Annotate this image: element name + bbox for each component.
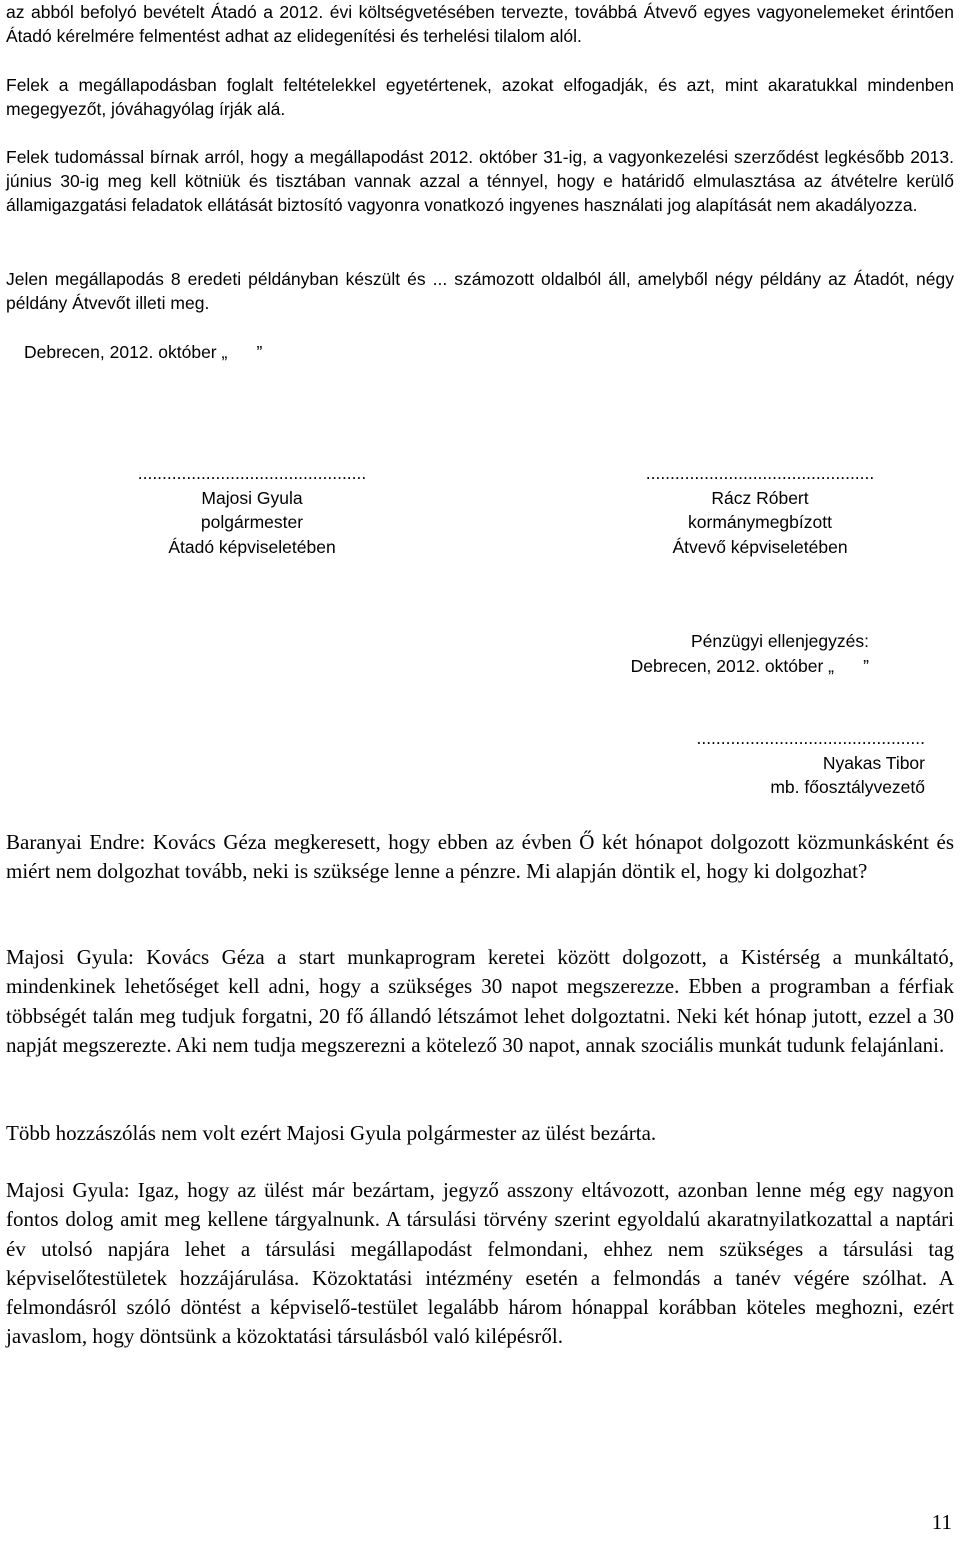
minutes-paragraph-2: [6, 943, 954, 1060]
paragraph-text: Felek tudomással bírnak arról, hogy a megállapodást 2012. október 31-ig, a vagyonkezelési szerződést legkésőbb 2013. június 30-ig meg kell kötniük és tisztában vannak azzal a ténnyel, hogy e határidő elmulasztása az átvételre kerülő államigazgatási feladatok ellátását biztosító vagyonra vonatkozó ingyenes használati jog alapítását nem akadályozza.: [6, 147, 954, 216]
paragraph-text: Felek a megállapodásban foglalt feltételekkel egyetértenek, azokat elfogadják, és azt, mint akaratukkal mindenben megegyezőt, jóváhagyólag írják alá.: [6, 75, 954, 120]
agreement-paragraph-1: [6, 0, 954, 48]
signatory-title: mb. főosztályvezető: [770, 777, 925, 797]
signatory-name: Rácz Róbert: [711, 487, 809, 508]
signatory-role: Átvevő képviseletében: [672, 536, 848, 557]
agreement-paragraph-3: [6, 145, 954, 218]
minutes-paragraph-3: [6, 1119, 954, 1148]
minutes-paragraph-4: [6, 1176, 954, 1352]
paragraph-text: Majosi Gyula: Kovács Géza a start munkaprogram keretei között dolgozott, a Kistérség a munkáltató, mindenkinek lehetőséget kell adni, hogy a szükséges 30 napot megszerezze. Ebben a programban a férfiak többségét talán meg tudjuk forgatni, 20 fő állandó létszámot lehet dolgoztatni. Neki két hónap jutott, ezzel a 30 napját megszerezte. Aki nem tudja megszerezni a kötelező 30 napot, annak szociális munkát tudunk felajánlani.: [6, 945, 954, 1057]
signatory-name: Majosi Gyula: [201, 487, 303, 508]
paragraph-text: Baranyai Endre: Kovács Géza megkeresett, hogy ebben az évben Ő két hónapot dolgozott közmunkásként és miért nem dolgozhat tovább, neki is szüksége lenne a pénzre. Mi alapján döntik el, hogy ki dolgozhat?: [6, 830, 954, 884]
agreement-paragraph-2: [6, 73, 954, 121]
paragraph-text: Jelen megállapodás 8 eredeti példányban készült és ... számozott oldalból áll, amelyből négy példány az Átadót, négy példány Átvevőt illeti meg.: [6, 269, 954, 314]
financial-signature: [696, 726, 925, 800]
financial-date: Debrecen, 2012. október „ ”: [630, 655, 869, 676]
signature-block-left: [82, 461, 422, 559]
signatory-title: polgármester: [200, 512, 304, 532]
signature-dots: ...............................................: [696, 728, 925, 748]
signatory-name: Nyakas Tibor: [822, 752, 925, 773]
date-line: Debrecen, 2012. október „ ”: [24, 342, 263, 362]
paragraph-text: Több hozzászólás nem volt ezért Majosi Gyula polgármester az ülést bezárta.: [6, 1121, 657, 1145]
paragraph-text: Majosi Gyula: Igaz, hogy az ülést már bezártam, jegyző asszony eltávozott, azonban lenne még egy nagyon fontos dolog amit meg kellene tárgyalnunk. A társulási törvény szerint egyoldalú akaratnyilatkozattal a naptári év utolsó napjára lehet a társulási megállapodást felmondani, ehhez nem szükséges a társulási tag képviselőtestületek hozzájárulása. Közoktatási intézmény esetén a felmondás a tanév végére szólhat. A felmondásról szóló döntést a képviselő-testület legalább három hónappal korábban köteles meghozni, ezért javaslom, hogy döntsünk a közoktatási társulásból való kilépésről.: [6, 1178, 954, 1349]
signature-dots: ...............................................: [645, 463, 875, 483]
paragraph-text: az abból befolyó bevételt Átadó a 2012. évi költségvetésében tervezte, továbbá Átvevő egyes vagyonelemeket érintően Átadó kérelmére felmentést adhat az elidegenítési és terhelési tilalom alól.: [6, 2, 954, 47]
agreement-paragraph-4: [6, 267, 954, 315]
signatory-title: kormánymegbízott: [688, 512, 832, 532]
minutes-paragraph-1: [6, 828, 954, 887]
page-number: 11: [931, 1510, 952, 1534]
signatory-role: Átadó képviseletében: [168, 536, 336, 557]
financial-countersign-block: [631, 629, 869, 678]
signature-dots: ...............................................: [137, 463, 367, 483]
financial-label: Pénzügyi ellenjegyzés:: [690, 631, 869, 651]
signature-block-right: [590, 461, 930, 559]
